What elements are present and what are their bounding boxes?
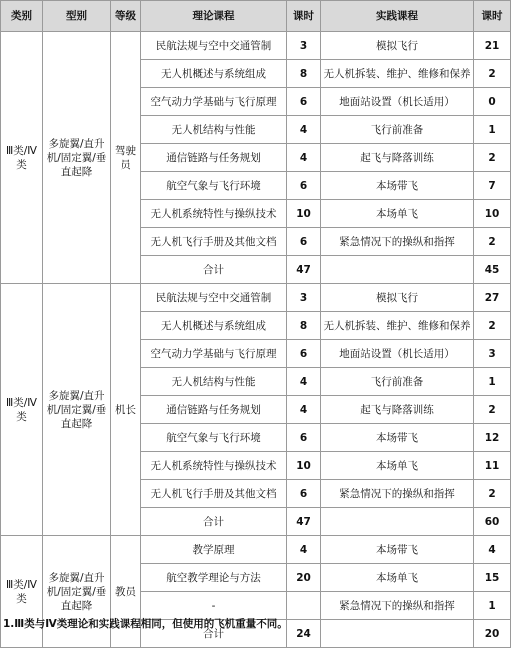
total-practice-hours-cell: 60 [474, 508, 511, 536]
theory-hours-cell: 4 [287, 396, 321, 424]
table-row [1, 536, 511, 564]
theory-course-cell: 无人机概述与系统组成 [141, 60, 287, 88]
practice-course-cell: 模拟飞行 [321, 284, 474, 312]
practice-course-cell: 紧急情况下的操纵和指挥 [321, 592, 474, 620]
practice-course-cell: 无人机拆装、维护、维修和保养 [321, 312, 474, 340]
total-theory-hours-cell: 47 [287, 508, 321, 536]
practice-hours-cell: 2 [474, 396, 511, 424]
theory-hours-cell: 4 [287, 368, 321, 396]
footnote: 1.Ⅲ类与Ⅳ类理论和实践课程相同，但使用的飞机重量不同。 [3, 618, 288, 630]
practice-course-cell: 飞行前准备 [321, 116, 474, 144]
practice-course-cell: 紧急情况下的操纵和指挥 [321, 480, 474, 508]
total-practice-blank-cell [321, 508, 474, 536]
practice-course-cell: 无人机拆装、维护、维修和保养 [321, 60, 474, 88]
category-cell: Ⅲ类/Ⅳ类 [1, 32, 43, 284]
theory-hours-cell: 6 [287, 480, 321, 508]
theory-course-cell: 航空教学理论与方法 [141, 564, 287, 592]
category-cell: Ⅲ类/Ⅳ类 [1, 536, 43, 648]
table-row [1, 32, 511, 60]
practice-hours-cell: 2 [474, 144, 511, 172]
theory-course-cell: 无人机结构与性能 [141, 116, 287, 144]
theory-course-cell: 无人机概述与系统组成 [141, 312, 287, 340]
theory-hours-cell: 6 [287, 88, 321, 116]
header-level: 等级 [111, 1, 141, 32]
total-practice-hours-cell: 45 [474, 256, 511, 284]
theory-hours-cell: 4 [287, 536, 321, 564]
type-cell: 多旋翼/直升机/固定翼/垂直起降 [43, 284, 111, 536]
type-cell: 多旋翼/直升机/固定翼/垂直起降 [43, 536, 111, 648]
practice-course-cell: 本场带飞 [321, 536, 474, 564]
table-row [1, 284, 511, 312]
practice-course-cell: 本场单飞 [321, 564, 474, 592]
theory-hours-cell: 3 [287, 284, 321, 312]
total-practice-hours-cell: 20 [474, 620, 511, 648]
practice-course-cell: 本场带飞 [321, 424, 474, 452]
total-label-cell: 合计 [141, 508, 287, 536]
total-practice-blank-cell [321, 256, 474, 284]
practice-course-cell: 本场单飞 [321, 452, 474, 480]
practice-hours-cell: 10 [474, 200, 511, 228]
theory-hours-cell: 8 [287, 60, 321, 88]
theory-hours-cell: 4 [287, 116, 321, 144]
header-practice-course: 实践课程 [321, 1, 474, 32]
theory-hours-cell: 3 [287, 32, 321, 60]
theory-hours-cell: 6 [287, 228, 321, 256]
theory-hours-cell: 6 [287, 424, 321, 452]
practice-course-cell: 本场单飞 [321, 200, 474, 228]
practice-hours-cell: 3 [474, 340, 511, 368]
theory-hours-cell: 10 [287, 200, 321, 228]
practice-course-cell: 地面站设置（机长适用） [321, 88, 474, 116]
theory-hours-cell: 10 [287, 452, 321, 480]
theory-course-cell: 通信链路与任务规划 [141, 396, 287, 424]
practice-hours-cell: 12 [474, 424, 511, 452]
theory-course-cell: 空气动力学基础与飞行原理 [141, 340, 287, 368]
practice-hours-cell: 2 [474, 312, 511, 340]
theory-course-cell: 民航法规与空中交通管制 [141, 32, 287, 60]
header-theory-course: 理论课程 [141, 1, 287, 32]
practice-hours-cell: 27 [474, 284, 511, 312]
practice-hours-cell: 2 [474, 480, 511, 508]
practice-hours-cell: 2 [474, 60, 511, 88]
practice-hours-cell: 1 [474, 368, 511, 396]
theory-hours-cell: 4 [287, 144, 321, 172]
total-theory-hours-cell: 47 [287, 256, 321, 284]
practice-course-cell: 模拟飞行 [321, 32, 474, 60]
header-practice-hours: 课时 [474, 1, 511, 32]
theory-hours-cell: 8 [287, 312, 321, 340]
theory-course-cell: 航空气象与飞行环境 [141, 424, 287, 452]
theory-course-cell: 民航法规与空中交通管制 [141, 284, 287, 312]
level-cell: 教员 [111, 536, 141, 648]
total-label-cell: 合计 [141, 256, 287, 284]
practice-hours-cell: 2 [474, 228, 511, 256]
theory-hours-cell: 6 [287, 340, 321, 368]
theory-course-cell: 教学原理 [141, 536, 287, 564]
type-cell: 多旋翼/直升机/固定翼/垂直起降 [43, 32, 111, 284]
practice-hours-cell: 1 [474, 592, 511, 620]
level-cell: 机长 [111, 284, 141, 536]
theory-course-cell: 无人机飞行手册及其他文档 [141, 480, 287, 508]
practice-course-cell: 起飞与降落训练 [321, 144, 474, 172]
theory-course-cell: 无人机结构与性能 [141, 368, 287, 396]
practice-hours-cell: 15 [474, 564, 511, 592]
theory-course-cell: 无人机系统特性与操纵技术 [141, 200, 287, 228]
practice-hours-cell: 4 [474, 536, 511, 564]
header-type: 型别 [43, 1, 111, 32]
theory-course-cell: 航空气象与飞行环境 [141, 172, 287, 200]
theory-course-cell: 空气动力学基础与飞行原理 [141, 88, 287, 116]
theory-course-cell: 无人机飞行手册及其他文档 [141, 228, 287, 256]
practice-course-cell: 地面站设置（机长适用） [321, 340, 474, 368]
header-theory-hours: 课时 [287, 1, 321, 32]
practice-hours-cell: 0 [474, 88, 511, 116]
level-cell: 驾驶员 [111, 32, 141, 284]
total-label-cell: 合计 [141, 620, 287, 648]
theory-course-cell: 通信链路与任务规划 [141, 144, 287, 172]
practice-hours-cell: 7 [474, 172, 511, 200]
practice-course-cell: 本场带飞 [321, 172, 474, 200]
header-category: 类别 [1, 1, 43, 32]
theory-hours-cell: 6 [287, 172, 321, 200]
total-theory-hours-cell: 24 [287, 620, 321, 648]
category-cell: Ⅲ类/Ⅳ类 [1, 284, 43, 536]
header-row [1, 1, 511, 32]
practice-course-cell: 飞行前准备 [321, 368, 474, 396]
theory-course-cell: 无人机系统特性与操纵技术 [141, 452, 287, 480]
practice-hours-cell: 21 [474, 32, 511, 60]
theory-course-cell: - [141, 592, 287, 620]
practice-course-cell: 起飞与降落训练 [321, 396, 474, 424]
theory-hours-cell: 20 [287, 564, 321, 592]
practice-course-cell: 紧急情况下的操纵和指挥 [321, 228, 474, 256]
practice-hours-cell: 11 [474, 452, 511, 480]
practice-hours-cell: 1 [474, 116, 511, 144]
